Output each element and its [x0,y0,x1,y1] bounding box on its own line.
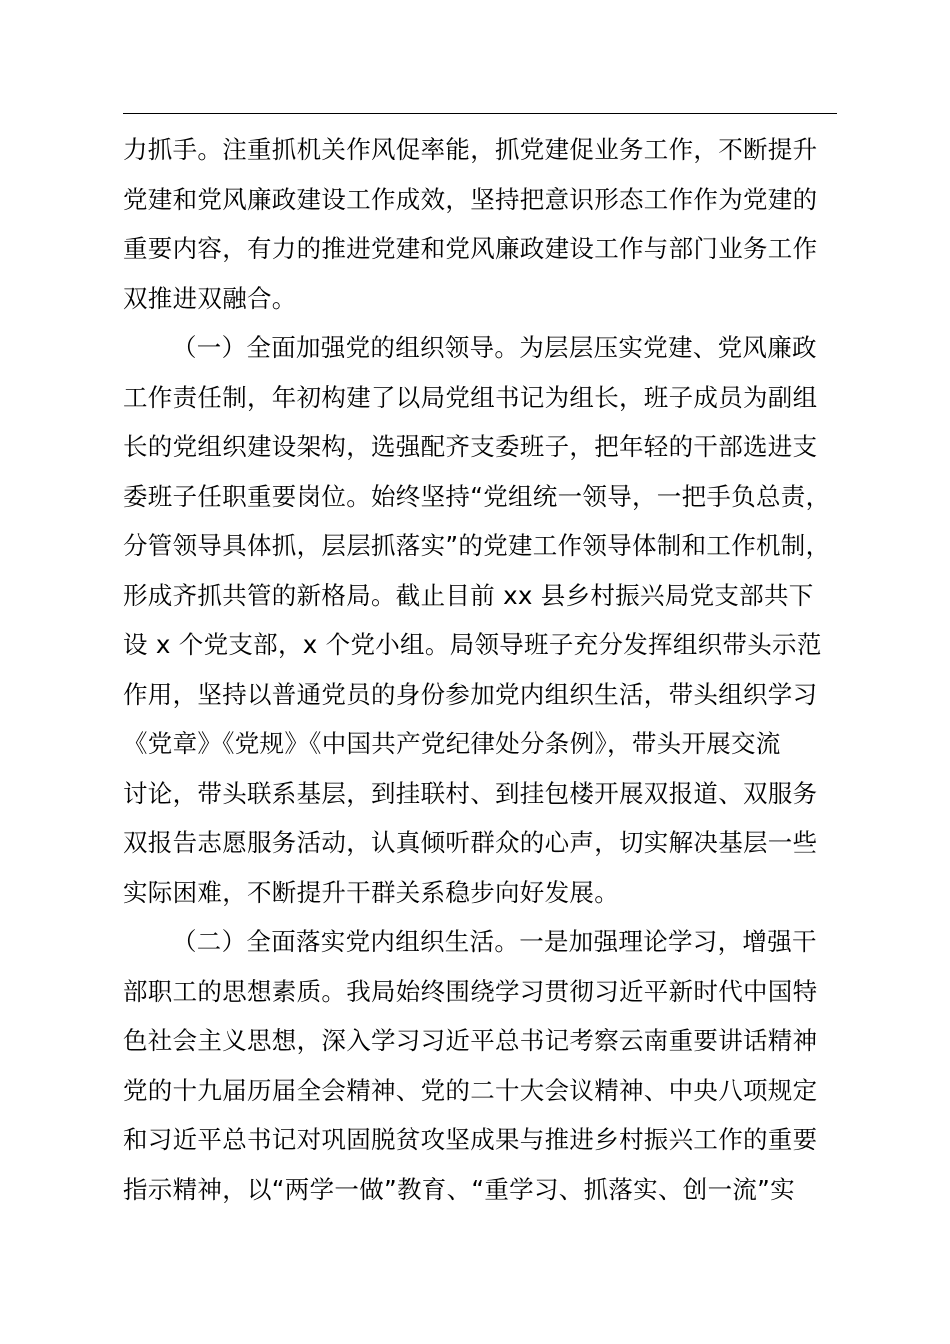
text-line: 设 x 个党支部，x 个党小组。局领导班子充分发挥组织带头示范 [123,630,822,659]
text-line: 双报告志愿服务活动，认真倾听群众的心声，切实解决基层一些 [123,828,818,857]
paragraph-heading-line: （二）全面落实党内组织生活。一是加强理论学习，增强干 [172,927,817,956]
text-line: 《党章》《党规》《中国共产党纪律处分条例》，带头开展交流 [123,729,781,758]
paragraph-heading-line: （一）全面加强党的组织领导。为层层压实党建、党风廉政 [172,333,817,362]
text-line: 委班子任职重要岗位。始终坚持“党组统一领导，一把手负总责， [123,481,831,511]
text-line: 指示精神，以“两学一做”教育、“重学习、抓落实、创一流”实 [123,1174,795,1204]
text-line: 双推进双融合。 [123,283,297,313]
text-line: 工作责任制，年初构建了以局党组书记为组长，班子成员为副组 [123,382,818,412]
header-rule [123,113,837,114]
text-line: 党建和党风廉政建设工作成效，坚持把意识形态工作作为党建的 [123,184,818,214]
text-line: 实际困难，不断提升干群关系稳步向好发展。 [123,877,619,907]
text-line: 作用，坚持以普通党员的身份参加党内组织生活，带头组织学习 [123,679,818,709]
text-line: 分管领导具体抓，层层抓落实”的党建工作领导体制和工作机制， [123,531,831,560]
text-line: 长的党组织建设架构，选强配齐支委班子，把年轻的干部选进支 [123,432,818,461]
text-line: 形成齐抓共管的新格局。截止目前 xx 县乡村振兴局党支部共下 [123,580,814,610]
text-line: 党的十九届历届全会精神、党的二十大会议精神、中央八项规定 [123,1075,818,1105]
text-line: 讨论，带头联系基层，到挂联村、到挂包楼开展双报道、双服务 [123,778,818,808]
document-body [123,125,843,1214]
text-line: 部职工的思想素质。我局始终围绕学习贯彻习近平新时代中国特 [123,976,818,1006]
text-line: 力抓手。注重抓机关作风促率能，抓党建促业务工作，不断提升 [123,135,818,164]
text-line: 和习近平总书记对巩固脱贫攻坚成果与推进乡村振兴工作的重要 [123,1125,818,1154]
text-line: 色社会主义思想，深入学习习近平总书记考察云南重要讲话精神 [123,1026,818,1055]
text-line: 重要内容，有力的推进党建和党风廉政建设工作与部门业务工作 [123,234,818,263]
